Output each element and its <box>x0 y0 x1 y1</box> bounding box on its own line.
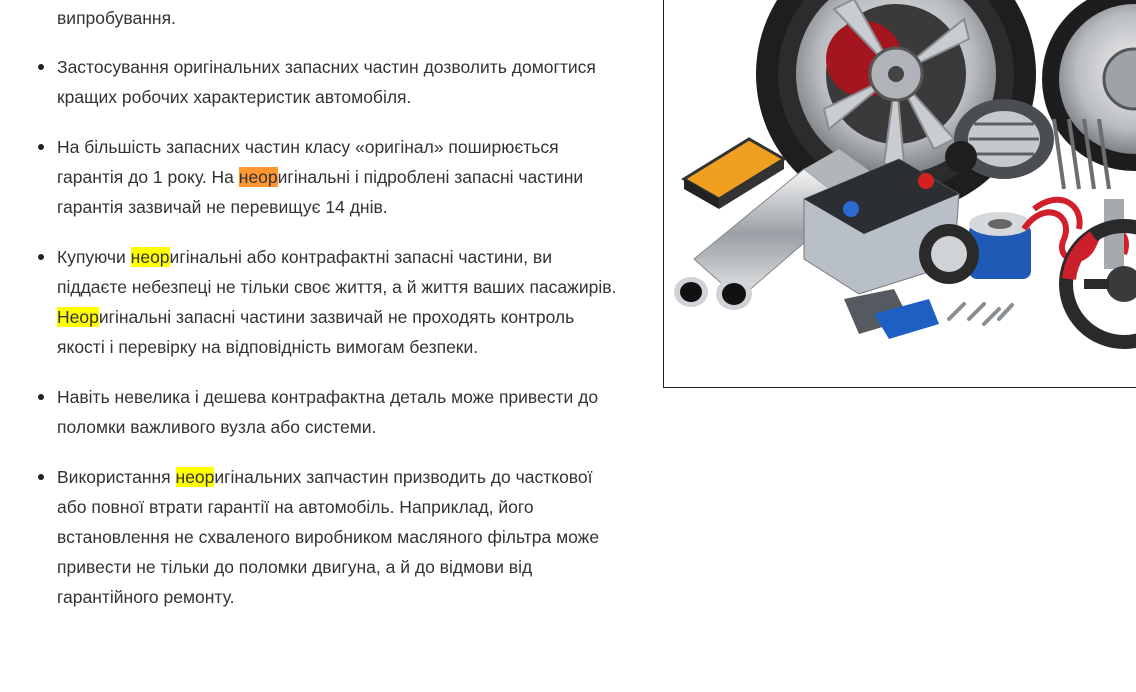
spark-plugs <box>949 304 1012 324</box>
item-text: Застосування оригінальних запасних частин дозволить домогтися кращих робочих характеристик автомобіля. <box>57 57 596 107</box>
search-highlight: Неор <box>57 307 99 327</box>
car-parts-image <box>663 0 1136 388</box>
list-item <box>57 462 620 612</box>
bullet-list <box>0 52 620 632</box>
item-text: На більшість запасних частин класу «оригінал» поширюється гарантія до 1 року. На <box>57 137 559 187</box>
search-highlight-current: неор <box>238 167 278 187</box>
item-text: игінальних запчастин призводить до часткової або повної втрати гарантії на автомобіль. Наприклад, його встановлення не схваленого виробником масляного фільтра може привести не тільки до поломки двигуна, а й до відмови від гарантійного ремонту. <box>57 467 600 607</box>
search-highlight: неор <box>175 467 215 487</box>
oil-filter <box>969 212 1031 279</box>
pulley <box>919 224 979 284</box>
list-item <box>57 242 620 362</box>
list-item <box>57 52 620 112</box>
item-text: игінальні або контрафактні запасні частини, ви піддаєте небезпеці не тільки своє життя, а й життя ваших пасажирів. <box>57 247 617 297</box>
item-text: Купуючи <box>57 247 131 267</box>
item-text: игінальні запасні частини зазвичай не проходять контроль якості і перевірку на відповідність вимогам безпеки. <box>57 307 575 357</box>
item-text: игінальні і підроблені запасні частини гарантія зазвичай не перевищує 14 днів. <box>57 167 584 217</box>
car-parts-illustration <box>664 0 1136 388</box>
search-highlight: неор <box>130 247 170 267</box>
list-item <box>57 382 620 442</box>
brake-pads <box>844 289 939 339</box>
item-text: Використання <box>57 467 176 487</box>
text-fragment: випробування. <box>57 8 176 28</box>
item-text: Навіть невелика і дешева контрафактна деталь може привести до поломки важливого вузла або системи. <box>57 387 599 437</box>
list-item <box>57 132 620 222</box>
